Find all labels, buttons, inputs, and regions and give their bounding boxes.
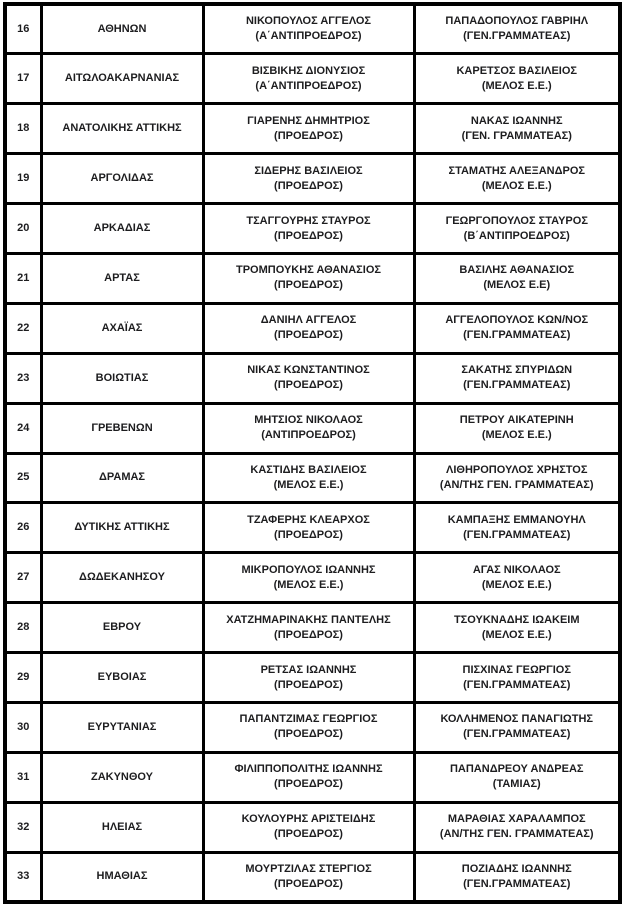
officer2-name: ΛΙΘΗΡΟΠΟΥΛΟΣ ΧΡΗΣΤΟΣ — [446, 463, 588, 476]
officer1-name: ΧΑΤΖΗΜΑΡΙΝΑΚΗΣ ΠΑΝΤΕΛΗΣ — [226, 613, 391, 626]
officer1-role: (ΑΝΤΙΠΡΟΕΔΡΟΣ) — [261, 429, 356, 442]
table-row — [5, 403, 620, 453]
officer1-cell — [203, 553, 414, 603]
officer1-name: ΝΙΚΑΣ ΚΩΝΣΤΑΝΤΙΝΟΣ — [247, 364, 370, 377]
officer2-cell — [414, 653, 620, 703]
officer2-cell — [414, 852, 620, 902]
row-number: 24 — [5, 403, 41, 453]
officer1-cell — [203, 503, 414, 553]
officer2-cell — [414, 204, 620, 254]
officer1-cell — [203, 154, 414, 204]
officer1-cell — [203, 752, 414, 802]
officer1-cell — [203, 4, 414, 54]
officer2-cell — [414, 603, 620, 653]
officer2-name: ΝΑΚΑΣ ΙΩΑΝΝΗΣ — [470, 114, 563, 127]
officer1-role: (ΠΡΟΕΔΡΟΣ) — [274, 728, 343, 741]
table-row — [5, 653, 620, 703]
officer2-cell — [414, 553, 620, 603]
officer1-name: ΦΙΛΙΠΠΟΠΟΛΙΤΗΣ ΙΩΑΝΝΗΣ — [234, 763, 383, 776]
region-cell: ΕΥΡΥΤΑΝΙΑΣ — [41, 702, 203, 752]
officer1-role: (ΠΡΟΕΔΡΟΣ) — [274, 379, 343, 392]
officer2-role: (ΓΕΝ.ΓΡΑΜΜΑΤΕΑΣ) — [463, 329, 571, 342]
officer2-role: (ΜΕΛΟΣ Ε.Ε.) — [481, 179, 552, 192]
table-row — [5, 503, 620, 553]
officer2-name: ΣΑΚΑΤΗΣ ΣΠΥΡΙΔΩΝ — [461, 364, 573, 377]
row-number: 27 — [5, 553, 41, 603]
officer2-cell — [414, 702, 620, 752]
officer2-cell — [414, 802, 620, 852]
officer1-name: ΤΖΑΦΕΡΗΣ ΚΛΕΑΡΧΟΣ — [247, 513, 370, 526]
officer2-role: (ΑΝ/ΤΗΣ ΓΕΝ. ΓΡΑΜΜΑΤΕΑΣ) — [439, 828, 594, 841]
row-number: 21 — [5, 253, 41, 303]
officer2-cell — [414, 253, 620, 303]
region-cell: ΔΡΑΜΑΣ — [41, 453, 203, 503]
officer2-name: ΓΕΩΡΓΟΠΟΥΛΟΣ ΣΤΑΥΡΟΣ — [445, 214, 588, 227]
officer2-name: ΣΤΑΜΑΤΗΣ ΑΛΕΞΑΝΔΡΟΣ — [448, 164, 586, 177]
officer2-name: ΚΑΜΠΑΞΗΣ ΕΜΜΑΝΟΥΗΛ — [447, 513, 586, 526]
row-number: 25 — [5, 453, 41, 503]
table-row — [5, 353, 620, 403]
officer1-cell — [203, 653, 414, 703]
officer1-cell — [203, 104, 414, 154]
officer1-cell — [203, 54, 414, 104]
officer2-name: ΠΕΤΡΟΥ ΑΙΚΑΤΕΡΙΝΗ — [459, 414, 574, 427]
officer2-role: (ΓΕΝ.ΓΡΑΜΜΑΤΕΑΣ) — [463, 877, 571, 890]
table-row — [5, 553, 620, 603]
officer1-role: (ΠΡΟΕΔΡΟΣ) — [274, 129, 343, 142]
officer2-name: ΠΑΠΑΝΔΡΕΟΥ ΑΝΔΡΕΑΣ — [449, 763, 584, 776]
officer2-role: (ΓΕΝ.ΓΡΑΜΜΑΤΕΑΣ) — [463, 678, 571, 691]
table-row — [5, 852, 620, 902]
table-row — [5, 702, 620, 752]
officer1-role: (ΠΡΟΕΔΡΟΣ) — [274, 229, 343, 242]
officer1-cell — [203, 802, 414, 852]
officer2-cell — [414, 453, 620, 503]
officer2-role: (ΓΕΝ.ΓΡΑΜΜΑΤΕΑΣ) — [463, 30, 571, 43]
row-number: 31 — [5, 752, 41, 802]
officer1-cell — [203, 702, 414, 752]
officer1-name: ΡΕΤΣΑΣ ΙΩΑΝΝΗΣ — [260, 663, 357, 676]
officer1-role: (Α΄ΑΝΤΙΠΡΟΕΔΡΟΣ) — [255, 30, 362, 43]
officer2-cell — [414, 154, 620, 204]
officer2-role: (ΓΕΝ. ΓΡΑΜΜΑΤΕΑΣ) — [461, 129, 572, 142]
row-number: 19 — [5, 154, 41, 204]
officer1-name: ΜΙΚΡΟΠΟΥΛΟΣ ΙΩΑΝΝΗΣ — [241, 563, 376, 576]
officer2-role: (ΜΕΛΟΣ Ε.Ε.) — [481, 578, 552, 591]
officer1-role: (ΠΡΟΕΔΡΟΣ) — [274, 329, 343, 342]
region-cell: ΑΡΤΑΣ — [41, 253, 203, 303]
row-number: 30 — [5, 702, 41, 752]
table-row — [5, 453, 620, 503]
table-row — [5, 204, 620, 254]
officer2-name: ΤΣΟΥΚΝΑΔΗΣ ΙΩΑΚΕΙΜ — [453, 613, 580, 626]
officer2-cell — [414, 503, 620, 553]
officer2-name: ΠΙΣΧΙΝΑΣ ΓΕΩΡΓΙΟΣ — [462, 663, 571, 676]
officer1-role: (ΜΕΛΟΣ Ε.Ε.) — [273, 578, 344, 591]
row-number: 28 — [5, 603, 41, 653]
officer1-cell — [203, 603, 414, 653]
region-cell: ΑΙΤΩΛΟΑΚΑΡΝΑΝΙΑΣ — [41, 54, 203, 104]
row-number: 17 — [5, 54, 41, 104]
officer1-role: (ΠΡΟΕΔΡΟΣ) — [274, 678, 343, 691]
region-cell: ΑΝΑΤΟΛΙΚΗΣ ΑΤΤΙΚΗΣ — [41, 104, 203, 154]
table-row — [5, 253, 620, 303]
officer2-role: (ΜΕΛΟΣ Ε.Ε) — [483, 279, 551, 292]
officer2-cell — [414, 4, 620, 54]
table-row — [5, 104, 620, 154]
officer2-name: ΚΑΡΕΤΣΟΣ ΒΑΣΙΛΕΙΟΣ — [456, 64, 578, 77]
officer1-name: ΒΙΣΒΙΚΗΣ ΔΙΟΝΥΣΙΟΣ — [251, 64, 366, 77]
officer2-name: ΠΟΖΙΑΔΗΣ ΙΩΑΝΝΗΣ — [461, 862, 572, 875]
table-row — [5, 4, 620, 54]
region-cell: ΔΩΔΕΚΑΝΗΣΟΥ — [41, 553, 203, 603]
row-number: 32 — [5, 802, 41, 852]
officer2-role: (Β΄ΑΝΤΙΠΡΟΕΔΡΟΣ) — [463, 229, 570, 242]
officer2-name: ΚΟΛΛΗΜΕΝΟΣ ΠΑΝΑΓΙΩΤΗΣ — [440, 713, 593, 726]
officer2-role: (ΜΕΛΟΣ Ε.Ε.) — [481, 429, 552, 442]
officer2-cell — [414, 104, 620, 154]
table-row — [5, 154, 620, 204]
officer2-cell — [414, 752, 620, 802]
officer2-role: (ΓΕΝ.ΓΡΑΜΜΑΤΕΑΣ) — [463, 379, 571, 392]
officer2-name: ΑΓΓΕΛΟΠΟΥΛΟΣ ΚΩΝ/ΝΟΣ — [445, 314, 589, 327]
officer2-role: (ΤΑΜΙΑΣ) — [492, 778, 541, 791]
officer1-name: ΓΙΑΡΕΝΗΣ ΔΗΜΗΤΡΙΟΣ — [247, 114, 370, 127]
officials-table-body — [5, 4, 620, 902]
officer1-name: ΝΙΚΟΠΟΥΛΟΣ ΑΓΓΕΛΟΣ — [245, 15, 372, 28]
region-cell: ΒΟΙΩΤΙΑΣ — [41, 353, 203, 403]
officer2-name: ΜΑΡΑΘΙΑΣ ΧΑΡΑΛΑΜΠΟΣ — [447, 813, 586, 826]
row-number: 23 — [5, 353, 41, 403]
row-number: 18 — [5, 104, 41, 154]
row-number: 20 — [5, 204, 41, 254]
officer1-name: ΠΑΠΑΝΤΖΙΜΑΣ ΓΕΩΡΓΙΟΣ — [239, 713, 378, 726]
officer2-role: (ΓΕΝ.ΓΡΑΜΜΑΤΕΑΣ) — [463, 728, 571, 741]
officer2-name: ΑΓΑΣ ΝΙΚΟΛΑΟΣ — [472, 563, 561, 576]
officials-table — [3, 2, 622, 904]
table-row — [5, 752, 620, 802]
region-cell: ΕΥΒΟΙΑΣ — [41, 653, 203, 703]
officer2-cell — [414, 303, 620, 353]
officer1-cell — [203, 204, 414, 254]
officer1-name: ΤΡΟΜΠΟΥΚΗΣ ΑΘΑΝΑΣΙΟΣ — [236, 264, 381, 277]
officer2-role: (ΓΕΝ.ΓΡΑΜΜΑΤΕΑΣ) — [463, 528, 571, 541]
officer2-name: ΒΑΣΙΛΗΣ ΑΘΑΝΑΣΙΟΣ — [459, 264, 575, 277]
officer1-cell — [203, 852, 414, 902]
officer1-cell — [203, 453, 414, 503]
officer1-role: (ΠΡΟΕΔΡΟΣ) — [274, 179, 343, 192]
officer1-role: (ΠΡΟΕΔΡΟΣ) — [274, 528, 343, 541]
region-cell: ΓΡΕΒΕΝΩΝ — [41, 403, 203, 453]
officer1-role: (ΠΡΟΕΔΡΟΣ) — [274, 778, 343, 791]
officer1-cell — [203, 253, 414, 303]
officer1-name: ΤΣΑΓΓΟΥΡΗΣ ΣΤΑΥΡΟΣ — [246, 214, 371, 227]
officer1-role: (Α΄ΑΝΤΙΠΡΟΕΔΡΟΣ) — [255, 79, 362, 92]
row-number: 33 — [5, 852, 41, 902]
officer1-role: (ΜΕΛΟΣ Ε.Ε.) — [273, 478, 344, 491]
officer1-name: ΜΟΥΡΤΖΙΛΑΣ ΣΤΕΡΓΙΟΣ — [245, 862, 372, 875]
row-number: 22 — [5, 303, 41, 353]
region-cell: ΖΑΚΥΝΘΟΥ — [41, 752, 203, 802]
table-row — [5, 802, 620, 852]
row-number: 16 — [5, 4, 41, 54]
region-cell: ΗΜΑΘΙΑΣ — [41, 852, 203, 902]
table-row — [5, 303, 620, 353]
region-cell: ΑΡΓΟΛΙΔΑΣ — [41, 154, 203, 204]
row-number: 26 — [5, 503, 41, 553]
region-cell: ΑΘΗΝΩΝ — [41, 4, 203, 54]
officer1-name: ΣΙΔΕΡΗΣ ΒΑΣΙΛΕΙΟΣ — [254, 164, 363, 177]
officer1-name: ΔΑΝΙΗΛ ΑΓΓΕΛΟΣ — [260, 314, 357, 327]
officer1-role: (ΠΡΟΕΔΡΟΣ) — [274, 828, 343, 841]
officer1-role: (ΠΡΟΕΔΡΟΣ) — [274, 628, 343, 641]
officer2-name: ΠΑΠΑΔΟΠΟΥΛΟΣ ΓΑΒΡΙΗΛ — [445, 15, 589, 28]
officer1-name: ΚΑΣΤΙΔΗΣ ΒΑΣΙΛΕΙΟΣ — [250, 463, 367, 476]
officer1-cell — [203, 353, 414, 403]
region-cell: ΗΛΕΙΑΣ — [41, 802, 203, 852]
officer2-role: (ΜΕΛΟΣ Ε.Ε.) — [481, 79, 552, 92]
table-row — [5, 54, 620, 104]
officer2-role: (ΑΝ/ΤΗΣ ΓΕΝ. ΓΡΑΜΜΑΤΕΑΣ) — [439, 478, 594, 491]
region-cell: ΑΧΑΪΑΣ — [41, 303, 203, 353]
officer2-cell — [414, 54, 620, 104]
row-number: 29 — [5, 653, 41, 703]
officer1-name: ΚΟΥΛΟΥΡΗΣ ΑΡΙΣΤΕΙΔΗΣ — [241, 813, 376, 826]
officer1-name: ΜΗΤΣΙΟΣ ΝΙΚΟΛΑΟΣ — [254, 414, 363, 427]
officer2-cell — [414, 403, 620, 453]
officer1-role: (ΠΡΟΕΔΡΟΣ) — [274, 877, 343, 890]
officer1-cell — [203, 403, 414, 453]
officer1-cell — [203, 303, 414, 353]
region-cell: ΔΥΤΙΚΗΣ ΑΤΤΙΚΗΣ — [41, 503, 203, 553]
officer1-role: (ΠΡΟΕΔΡΟΣ) — [274, 279, 343, 292]
officer2-cell — [414, 353, 620, 403]
officer2-role: (ΜΕΛΟΣ Ε.Ε.) — [481, 628, 552, 641]
region-cell: ΑΡΚΑΔΙΑΣ — [41, 204, 203, 254]
table-row — [5, 603, 620, 653]
region-cell: ΕΒΡΟΥ — [41, 603, 203, 653]
